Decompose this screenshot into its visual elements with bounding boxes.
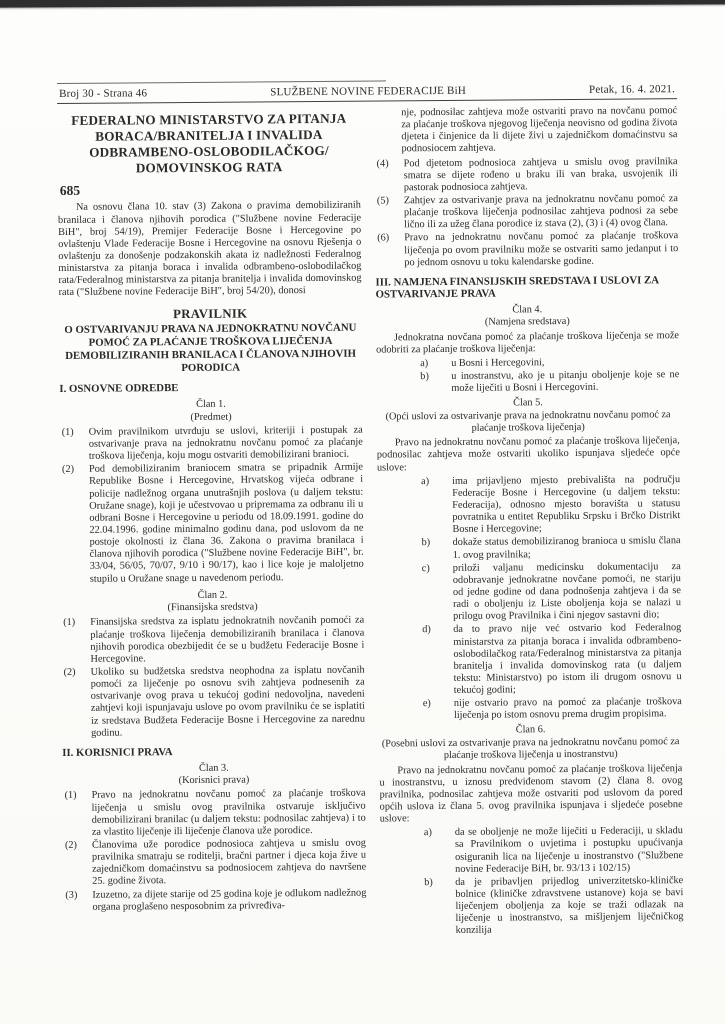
item-text: u Bosni i Hercegovini, xyxy=(451,356,545,369)
article-4-item-a xyxy=(416,356,679,370)
article-6-caption: (Posebni uslovi za ostvarivanje prava na jednokratnu novčanu pomoć za plaćanje troškova liječenja u inostranstvu) xyxy=(381,735,680,762)
item-text: Finansijska sredstva za isplatu jednokratnih novčanih pomoći za plaćanje troškova liječenja demobiliziranih branilaca i članova njihovih porodica obezbijedit će se u budžetu Federacije Bosne i Hercegovine. xyxy=(90,614,365,665)
preamble-paragraph: Na osnovu člana 10. stav (3) Zakona o pravima demobiliziranih branilaca i članova njihovih porodica ("Službene novine Federacije BiH", broj 54/19), Premijer Federacije Bosne i Hercegovine po ovlaštenju Vlade Federacije Bosne i Hercegovine na osnovu Rješenja o ovlaštenju za donošenje podzakonskih akata iz nadležnosti Federalnog ministarstva za pitanja boraca i invalida odbrambeno-oslobodilačkog rata/Federalnog ministarstva za pitanja branitelja i invalida domovinskog rata ("Službene novine Federacije BiH", broj 54/20), donosi xyxy=(57,199,362,299)
article-3-item-4 xyxy=(375,156,678,195)
article-6-item-b xyxy=(420,875,683,938)
rulebook-title: PRAVILNIK xyxy=(173,306,248,321)
item-letter: a) xyxy=(421,475,430,487)
item-text: Ovim pravilnikom utvrđuju se uslovi, kriteriji i postupak za ostvarivanje prava na jednokratnu novčanu pomoć za plaćanje troškova liječenja, koju mogu ostvariti demobilizirani branioci. xyxy=(88,424,363,462)
item-text: da to pravo nije već ostvario kod Federalnog ministarstva za pitanja boraca i invalida odbrambeno-oslobodilačkog rata/Federalnog ministarstva za pitanja branitelja i invalida domovinskog rata (u daljem tekstu: Ministarstvo) po istom ili drugom osnovu u tekućoj godini; xyxy=(453,622,682,696)
item-number: (5) xyxy=(376,195,389,207)
running-header xyxy=(57,83,677,104)
item-text: Pravo na jednokratnu novčanu pomoć za plaćanje troškova liječenja po ovom pravilniku može se ostvariti samo jedanput i to po jednom osnovu u toku kalendarske godine. xyxy=(404,230,679,268)
item-text: Članovima uže porodice podnosioca zahtjeva u smislu ovog pravilnika smatraju se roditelji, bračni partner i djeca koja žive u zajedničkom domaćinstvu sa podnosiocem zahtjeva do navršene 25. godine života. xyxy=(91,837,367,888)
page-number-label: Broj 30 - Strana 46 xyxy=(58,87,148,100)
article-2-number: Član 2. xyxy=(197,589,228,601)
item-letter: d) xyxy=(422,624,431,636)
section-heading-3: III. NAMJENA FINANSIJSKIH SREDSTAVA I USLOVI ZA OSTVARIVANJE PRAVA xyxy=(375,274,659,301)
item-text: Zahtjev za ostvarivanje prava na jednokratnu novčanu pomoć za plaćanje troškova liječenja podnosilac zahtjeva podnosi za sebe lično ili za užeg člana porodice iz stava (2), (3) i (4) ovog člana. xyxy=(403,193,679,231)
item-letter: a) xyxy=(420,357,429,369)
page-content xyxy=(57,83,684,941)
item-number: (1) xyxy=(61,426,74,438)
item-text: da se oboljenje ne može liječiti u Federaciji, u skladu sa Pravilnikom o uvjetima i postupku upućivanja osiguranih lica na liječenje u inostranstvo ("Službene novine Federacije BiH, br. 93/13 i 102/15) xyxy=(454,825,684,875)
article-4-item-b xyxy=(416,369,679,395)
item-number: (2) xyxy=(61,464,75,476)
item-number: (3) xyxy=(65,889,78,901)
article-5-caption: (Opći uslovi za ostvarivanje prava na jednokratnu novčanu pomoć za plaćanje troškova liječenja) xyxy=(385,408,671,434)
article-4-number: Član 4. xyxy=(512,304,543,316)
item-text: Pravo na jednokratnu novčanu pomoć za plaćanje troškova liječenja u smislu ovog pravilnika ostvaruje isključivo demobilizirani branilac (u daljem tekstu: podnosilac zahtjeva) i to za vlastito liječenje ili liječenje članova uže porodice. xyxy=(91,788,366,838)
article-3-number: Član 3. xyxy=(198,762,229,774)
item-number: (6) xyxy=(377,232,390,244)
item-letter: b) xyxy=(421,537,431,549)
article-5-item-b xyxy=(418,535,681,561)
item-text: Pod djetetom podnosioca zahtjeva u smislu ovog pravilnika smatra se dijete rođeno u braku ili van braka, usvojenik ili pastorak podnosioca zahtjeva. xyxy=(403,155,678,194)
item-letter: c) xyxy=(421,562,430,574)
section-heading-1: I. OSNOVNE ODREDBE xyxy=(59,382,179,396)
article-6-item-a xyxy=(420,825,683,876)
item-text: ima prijavljeno mjesto prebivališta na području Federacije Bosne i Hercegovine (u daljem tekstu: Federacija), odnosno mjesto boravišta u statusu povratnika u entitet Republiku Srpsku i Brčko Distrikt Bosne i Hercegovine; xyxy=(452,473,681,536)
article-4-intro: Jednokratna novčana pomoć za plaćanje troškova liječenja se može odobriti za plaćanje troškova liječenja: xyxy=(376,329,680,356)
item-number: (2) xyxy=(64,839,78,852)
article-2-caption: (Finansijska sredstva) xyxy=(167,601,258,614)
article-3-item-3 xyxy=(63,887,366,914)
article-1-number: Član 1. xyxy=(196,398,226,411)
issue-date: Petak, 16. 4. 2021. xyxy=(588,83,676,96)
two-column-body xyxy=(57,105,684,941)
left-column xyxy=(57,108,367,942)
article-5-intro: Pravo na jednokratnu novčanu pomoć za plaćanje troškova liječenja, podnosilac zahtjeva može ostvariti ukoliko ispunjava sljedeće opće uslove: xyxy=(376,435,680,474)
item-text: Izuzetno, za dijete starije od 25 godina koje je odlukom nadležnog organa proglašeno nesposobnim za privređiva- xyxy=(92,887,367,913)
item-number: (1) xyxy=(64,790,77,802)
article-5-item-d xyxy=(418,622,682,697)
article-6-number: Član 6. xyxy=(515,724,546,736)
article-6-intro: Pravo na jednokratnu novčanu pomoć za plaćanje troškova liječenja u inostranstvu, u iznosu predviđenom stavom (2) člana 8. ovog pravilnika, podnosilac zahtjeva može ostvariti pod uslovom da pored općih uslova iz člana 5. ovog pravilnika ispunjava i sljedeće posebne uslove: xyxy=(379,762,683,825)
article-3-item-1 xyxy=(63,788,366,839)
article-1-item-1 xyxy=(60,424,363,463)
article-4-heading xyxy=(376,303,679,330)
article-5-item-c xyxy=(418,561,681,624)
right-column xyxy=(374,105,684,939)
article-4-caption: (Namjena sredstava) xyxy=(484,316,570,328)
article-3-item-3-continuation: nje, podnosilac zahtjeva može ostvariti pravo na novčanu pomoć za plaćanje troškova njegovog liječenja neovisno od godina života djeteta i činjenice da li dijete živi u zajedničkom domaćinstvu sa podnosiocem zahtjeva. xyxy=(401,105,678,155)
article-6-heading xyxy=(379,724,682,763)
item-text: nije ostvario pravo na pomoć za plaćanje troškova liječenja po istom osnovu prema drugim propisima. xyxy=(453,696,682,722)
item-text: Pod demobiliziranim braniocem smatra se pripadnik Armije Republike Bosne i Hercegovine, Hrvatskog vijeća odbrane i policije nadležnog organa unutrašnjih poslova (u daljem tekstu: Oružane snage), koji je učestvovao u pripremama za odbranu ili u odbrani Bosne i Hercegovine u periodu od 18.09.1991. godine do 22.04.1996. godine minimalno godinu dana, pod uslovom da ne postoje okolnosti iz člana 36. Zakona o pravima branilaca i članova njihovih porodica ("Službene novine Federacije BiH", br. 33/04, 56/05, 70/07, 9/10 i 90/17), kao i lice koje je maloljetno stupilo u Oružane snage u navedenom periodu. xyxy=(88,461,364,585)
article-5-heading xyxy=(376,396,679,435)
act-number: 685 xyxy=(59,183,81,199)
article-3-item-5 xyxy=(375,193,678,232)
gazette-name: SLUŽBENE NOVINE FEDERACIJE BiH xyxy=(270,84,467,99)
item-text: Ukoliko su budžetska sredstva neophodna za isplatu novčanih pomoći za liječenje po osnovu svih zahtjeva podnesenih za ostvarivanje ovog prava u tekućoj godini nedovoljna, navedeni zahtjevi koji ispunjavaju uslove po ovom pravilniku će se isplatiti iz sredstava Budžeta Federacije Bosne i Hercegovine za narednu godinu. xyxy=(90,664,366,739)
ministry-title: FEDERALNO MINISTARSTVO ZA PITANJA BORACA/BRANITELJA I INVALIDA ODBRAMBENO-OSLOBODILAČKOG/ DOMOVINSKOG RATA xyxy=(71,110,347,175)
article-2-heading xyxy=(61,588,364,615)
article-2-item-2 xyxy=(62,665,366,740)
article-3-caption: (Korisnici prava) xyxy=(178,774,250,787)
item-number: (1) xyxy=(63,617,76,629)
section-heading-2: II. KORISNICI PRAVA xyxy=(62,745,173,759)
article-1-caption: (Predmet) xyxy=(190,411,232,423)
article-2-item-1 xyxy=(61,615,364,666)
item-letter: b) xyxy=(420,371,429,383)
item-text: dokaže status demobiliziranog branioca u smislu člana 1. ovog pravilnika; xyxy=(452,535,681,561)
item-text: priloži valjanu medicinsku dokumentaciju za odobravanje jednokratne novčane pomoći, ne stariju od jedne godine od dana podnošenja zahtjeva i da se radi o oboljenju iz Liste oboljenja koja se nalazi u prilogu ovog Pravilnika i čini njegov sastavni dio; xyxy=(452,560,682,623)
article-3-item-2 xyxy=(63,838,366,889)
article-1-item-2 xyxy=(60,462,364,586)
article-5-number: Član 5. xyxy=(513,397,543,409)
item-letter: e) xyxy=(422,698,431,710)
rulebook-subtitle: O OSTVARIVANJU PRAVA NA JEDNOKRATNU NOVČANU POMOĆ ZA PLAĆANJE TROŠKOVA LIJEČENJA DEMOBILIZIRANIH BRANILACA I ČLANOVA NJIHOVIH PORODICA xyxy=(64,321,357,375)
article-1-heading xyxy=(59,398,362,425)
item-text: da je pribavljen prijedlog univerzitetsko-kliničke bolnice (kliničke zdravstvene ustanove) koja se bavi liječenjem oboljenja za koje se traži odlazak na liječenje u inostranstvo, sa mišljenjem liječničkog konzilija xyxy=(455,874,684,937)
article-5-item-e xyxy=(419,696,682,722)
item-text: u inostranstvu, ako je u pitanju oboljenje koje se ne može liječiti u Bosni i Hercegovini. xyxy=(451,369,680,394)
article-3-heading xyxy=(62,761,365,788)
item-letter: a) xyxy=(423,827,432,839)
item-number: (4) xyxy=(376,157,389,170)
item-number: (2) xyxy=(63,666,76,678)
scan-edge-artifact xyxy=(0,0,725,8)
article-5-item-a xyxy=(417,474,680,537)
article-3-item-6 xyxy=(375,231,678,270)
item-letter: b) xyxy=(424,876,433,888)
